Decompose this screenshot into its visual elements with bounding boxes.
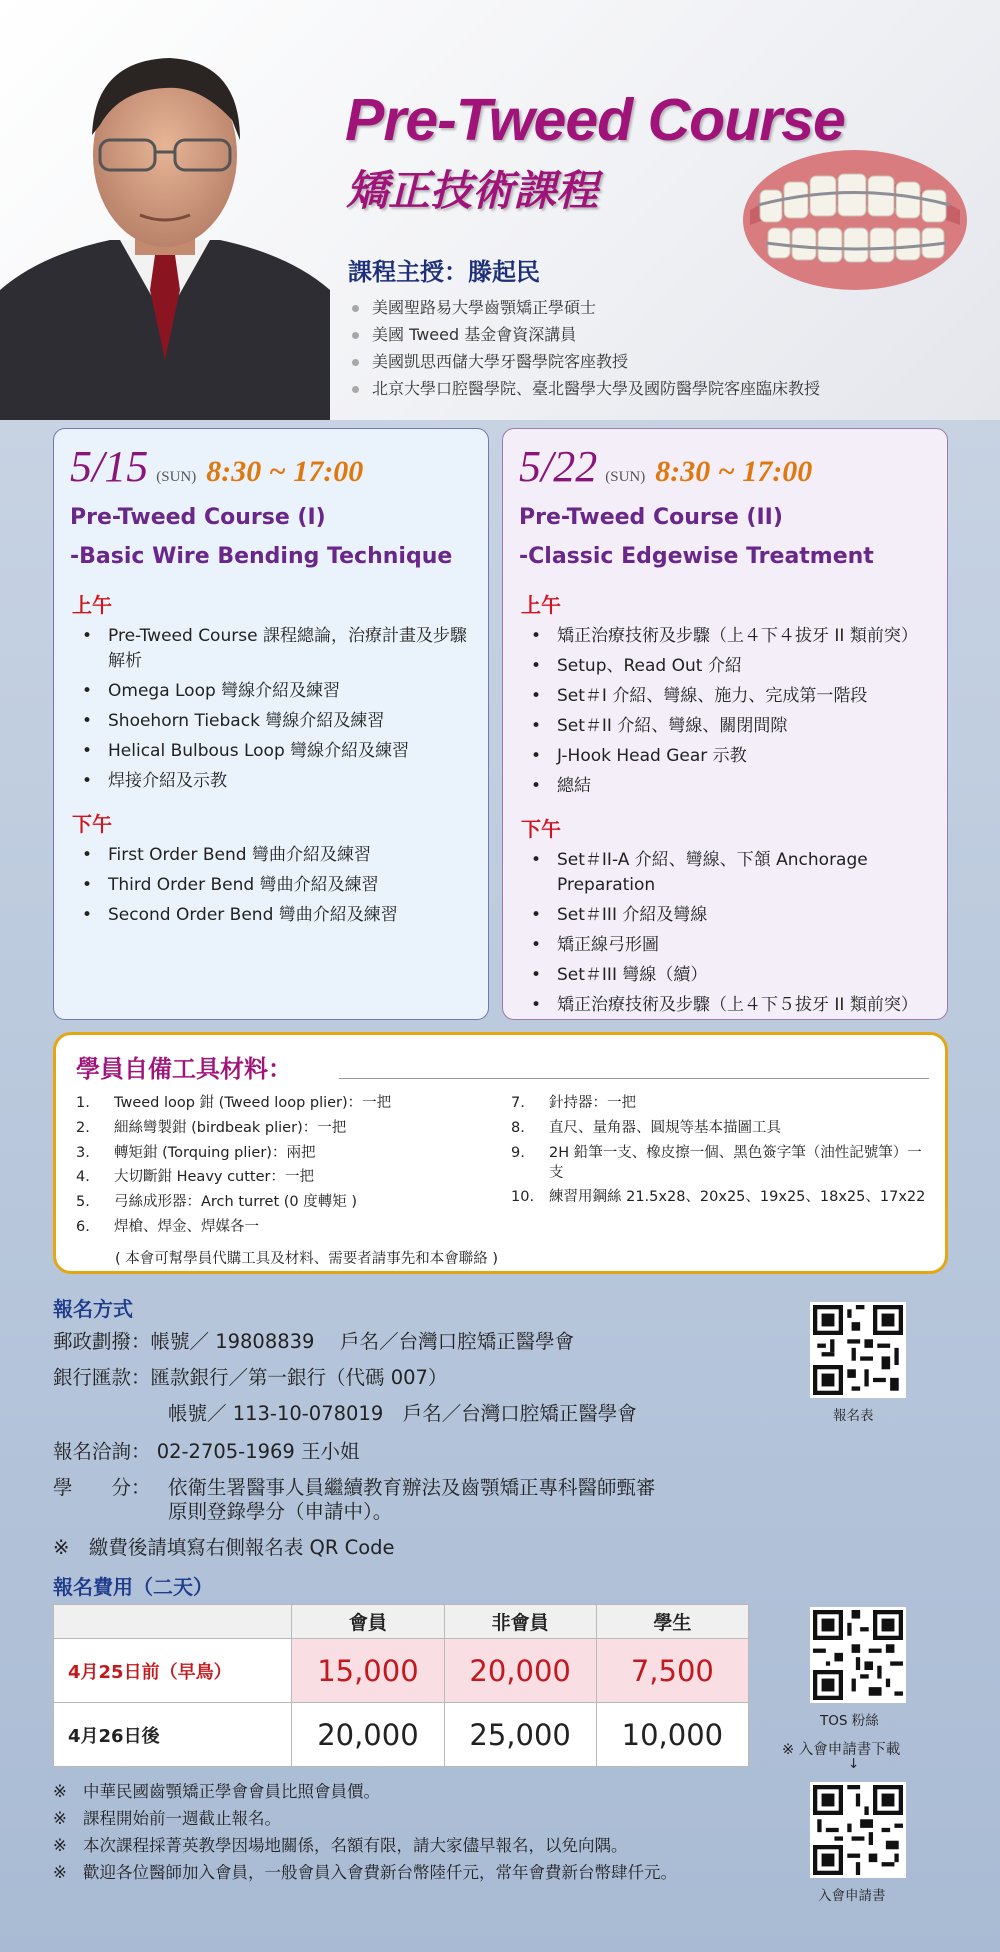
instructor-name: 課程主授：滕起民 xyxy=(348,258,540,286)
qr-code-tos[interactable] xyxy=(810,1607,906,1703)
list-item xyxy=(53,1807,793,1830)
qr-tos-label: TOS 粉絲 xyxy=(820,1713,879,1729)
item-number: 4. xyxy=(76,1169,90,1186)
list-item: • 總結 xyxy=(531,774,933,799)
item-number: 7. xyxy=(511,1095,525,1111)
header-banner xyxy=(0,0,1000,420)
postal-transfer: 郵政劃撥：帳號／ 19808839 戶名／台灣口腔矯正醫學會 xyxy=(53,1330,575,1353)
divider xyxy=(339,1078,929,1079)
list-item xyxy=(76,1217,486,1237)
day-2-morning-label: 上午 xyxy=(521,593,561,617)
table-header-row xyxy=(54,1605,749,1639)
day-2-panel xyxy=(502,428,948,1020)
item-text: 細絲彎製鉗 (birdbeak plier)：一把 xyxy=(114,1119,347,1136)
column-header: 會員 xyxy=(292,1605,444,1639)
day-1-morning-list xyxy=(70,624,474,794)
membership-download-text: ※ 入會申請書下載 xyxy=(782,1742,901,1758)
qr-membership-label: 入會申請書 xyxy=(818,1888,886,1904)
column-header xyxy=(54,1605,292,1639)
list-item: • Pre-Tweed Course 課程總論，治療計畫及步驟解析 xyxy=(82,624,474,674)
table-row xyxy=(54,1703,749,1767)
column-header: 非會員 xyxy=(444,1605,596,1639)
item-text: 焊槍、焊金、焊媒各一 xyxy=(114,1218,259,1235)
payment-note: ※ 繳費後請填寫右側報名表 QR Code xyxy=(53,1536,395,1559)
day-1-datetime xyxy=(70,441,474,497)
course-title-en: Pre-Tweed Course xyxy=(345,87,845,153)
list-item: • J-Hook Head Gear 示教 xyxy=(531,744,933,769)
list-item xyxy=(511,1187,931,1207)
qr-registration-label: 報名表 xyxy=(833,1408,874,1424)
column-header: 學生 xyxy=(596,1605,748,1639)
list-item xyxy=(511,1143,931,1183)
list-item: • Set＃II-A 介紹、彎線、下頷 Anchorage Preparation xyxy=(531,848,933,898)
credit-line-2: 原則登錄學分（申請中）。 xyxy=(168,1500,393,1523)
day-2-datetime xyxy=(519,441,933,497)
arrow-down-icon: ↓ xyxy=(848,1756,860,1772)
list-item xyxy=(511,1093,931,1113)
qr-icon xyxy=(813,1610,903,1700)
credit-line-1: 依衛生署醫事人員繼續教育辦法及齒顎矯正專科醫師甄審 xyxy=(168,1476,656,1499)
list-item: • Second Order Bend 彎曲介紹及練習 xyxy=(82,903,474,928)
qr-icon xyxy=(813,1305,903,1395)
day-1-afternoon-list xyxy=(70,843,474,928)
item-number: 6. xyxy=(76,1218,90,1235)
item-text: 大切斷鉗 Heavy cutter：一把 xyxy=(114,1169,315,1186)
list-item: • Set＃II 介紹、彎線、關閉間隙 xyxy=(531,714,933,739)
fee-cell: 10,000 xyxy=(596,1703,748,1767)
note-mark: ※ xyxy=(53,1782,67,1801)
list-item xyxy=(76,1118,486,1138)
item-text: 直尺、量角器、圓規等基本描圖工具 xyxy=(549,1119,781,1136)
list-item xyxy=(76,1143,486,1163)
day-2-morning-list xyxy=(519,624,933,799)
note-text: 本次課程採菁英教學因場地關係，名額有限，請大家儘早報名，以免向隅。 xyxy=(83,1836,628,1855)
list-item: • 矯正線弓形圖 xyxy=(531,933,933,958)
item-text: 弓絲成形器：Arch turret (0 度轉矩 ) xyxy=(114,1194,358,1211)
tools-panel xyxy=(53,1032,948,1274)
day-2-title-line2: -Classic Edgewise Treatment xyxy=(519,544,874,569)
day-2-title-line1: Pre-Tweed Course (II) xyxy=(519,505,783,530)
tools-list-left xyxy=(76,1093,486,1242)
fee-cell: 15,000 xyxy=(292,1639,444,1703)
bank-transfer: 銀行匯款：匯款銀行／第一銀行（代碼 007） xyxy=(53,1366,448,1389)
fee-cell: 7,500 xyxy=(596,1639,748,1703)
item-text: 針持器：一把 xyxy=(549,1095,636,1111)
course-title-zh: 矯正技術課程 xyxy=(346,166,599,215)
list-item: • Set＃III 彎線（續） xyxy=(531,963,933,988)
list-item: • Helical Bulbous Loop 彎線介紹及練習 xyxy=(82,739,474,764)
list-item xyxy=(53,1834,793,1857)
day-2-time: 8:30 ~ 17:00 xyxy=(655,455,813,488)
qr-code-registration[interactable] xyxy=(810,1302,906,1398)
day-2-weekday: (SUN) xyxy=(605,469,646,485)
fee-cell: 20,000 xyxy=(292,1703,444,1767)
day-1-panel xyxy=(53,428,489,1020)
list-item: • Shoehorn Tieback 彎線介紹及練習 xyxy=(82,709,474,734)
item-number: 9. xyxy=(511,1144,525,1161)
item-text: Tweed loop 鉗 (Tweed loop plier)：一把 xyxy=(114,1095,392,1111)
fee-heading: 報名費用（二天） xyxy=(53,1575,213,1599)
list-item: • 焊接介紹及示教 xyxy=(82,769,474,794)
day-2-date: 5/22 xyxy=(519,442,598,491)
credential-item: 美國凱思西儲大學牙醫學院客座教授 xyxy=(352,348,820,375)
instructor-credentials xyxy=(352,294,820,402)
list-item xyxy=(76,1192,486,1212)
contact-info: 報名洽詢： 02-2705-1969 王小姐 xyxy=(53,1440,360,1463)
bank-account: 帳號／ 113-10-078019 戶名／台灣口腔矯正醫學會 xyxy=(168,1402,637,1425)
list-item: • Set＃III 介紹及彎線 xyxy=(531,903,933,928)
day-1-time: 8:30 ~ 17:00 xyxy=(206,455,364,488)
day-1-weekday: (SUN) xyxy=(156,469,197,485)
row-label: 4月26日後 xyxy=(54,1703,292,1767)
tools-title: 學員自備工具材料： xyxy=(76,1055,292,1083)
list-item: • 矯正治療技術及步驟（上４下４拔牙 II 類前突） xyxy=(531,624,933,649)
item-text: 練習用鋼絲 21.5x28、20x25、19x25、18x25、17x22 xyxy=(549,1189,926,1206)
fee-cell: 25,000 xyxy=(444,1703,596,1767)
note-text: 課程開始前一週截止報名。 xyxy=(83,1809,281,1828)
list-item: • Third Order Bend 彎曲介紹及練習 xyxy=(82,873,474,898)
day-2-afternoon-list xyxy=(519,848,933,1018)
list-item xyxy=(76,1167,486,1187)
list-item: • First Order Bend 彎曲介紹及練習 xyxy=(82,843,474,868)
list-item: • Set＃I 介紹、彎線、施力、完成第一階段 xyxy=(531,684,933,709)
note-mark: ※ xyxy=(53,1863,67,1882)
item-text: 轉矩鉗 (Torquing plier)：兩把 xyxy=(114,1144,316,1161)
item-number: 2. xyxy=(76,1119,90,1136)
credential-item: 美國聖路易大學齒顎矯正學碩士 xyxy=(352,294,820,321)
tools-list-right xyxy=(511,1093,931,1212)
note-text: 歡迎各位醫師加入會員，一般會員入會費新台幣陸仟元，常年會費新台幣肆仟元。 xyxy=(83,1863,677,1882)
list-item xyxy=(511,1118,931,1138)
fee-notes xyxy=(53,1780,793,1888)
day-1-morning-label: 上午 xyxy=(72,593,112,617)
item-text: 2H 鉛筆一支、橡皮擦一個、黑色簽字筆（油性記號筆）一支 xyxy=(549,1144,922,1181)
credit-label: 學 分： xyxy=(53,1476,151,1499)
tools-note: ( 本會可幫學員代購工具及材料、需要者請事先和本會聯絡 ) xyxy=(115,1251,499,1267)
registration-heading: 報名方式 xyxy=(53,1297,133,1321)
day-2-afternoon-label: 下午 xyxy=(521,817,561,841)
list-item: • 矯正治療技術及步驟（上４下５拔牙 II 類前突） xyxy=(531,993,933,1018)
qr-code-membership[interactable] xyxy=(810,1782,906,1878)
instructor-portrait xyxy=(0,40,330,420)
list-item xyxy=(53,1780,793,1803)
note-mark: ※ xyxy=(53,1809,67,1828)
braces-illustration xyxy=(740,130,970,300)
day-1-title-line1: Pre-Tweed Course (I) xyxy=(70,505,326,530)
list-item xyxy=(53,1861,793,1884)
item-number: 1. xyxy=(76,1095,90,1111)
list-item: • Omega Loop 彎線介紹及練習 xyxy=(82,679,474,704)
credential-item: 北京大學口腔醫學院、臺北醫學大學及國防醫學院客座臨床教授 xyxy=(352,375,820,402)
item-number: 10. xyxy=(511,1189,535,1206)
fee-cell: 20,000 xyxy=(444,1639,596,1703)
row-label: 4月25日前（早鳥） xyxy=(54,1639,292,1703)
note-mark: ※ xyxy=(53,1836,67,1855)
item-number: 8. xyxy=(511,1119,525,1136)
day-1-title-line2: -Basic Wire Bending Technique xyxy=(70,544,453,569)
list-item: • Setup、Read Out 介紹 xyxy=(531,654,933,679)
item-number: 3. xyxy=(76,1144,90,1161)
credential-item: 美國 Tweed 基金會資深講員 xyxy=(352,321,820,348)
list-item xyxy=(76,1093,486,1113)
item-number: 5. xyxy=(76,1194,90,1211)
table-row xyxy=(54,1639,749,1703)
fee-table xyxy=(53,1604,749,1767)
qr-icon xyxy=(813,1785,903,1875)
day-1-date: 5/15 xyxy=(70,442,149,491)
day-1-afternoon-label: 下午 xyxy=(72,812,112,836)
note-text: 中華民國齒顎矯正學會會員比照會員價。 xyxy=(83,1782,380,1801)
